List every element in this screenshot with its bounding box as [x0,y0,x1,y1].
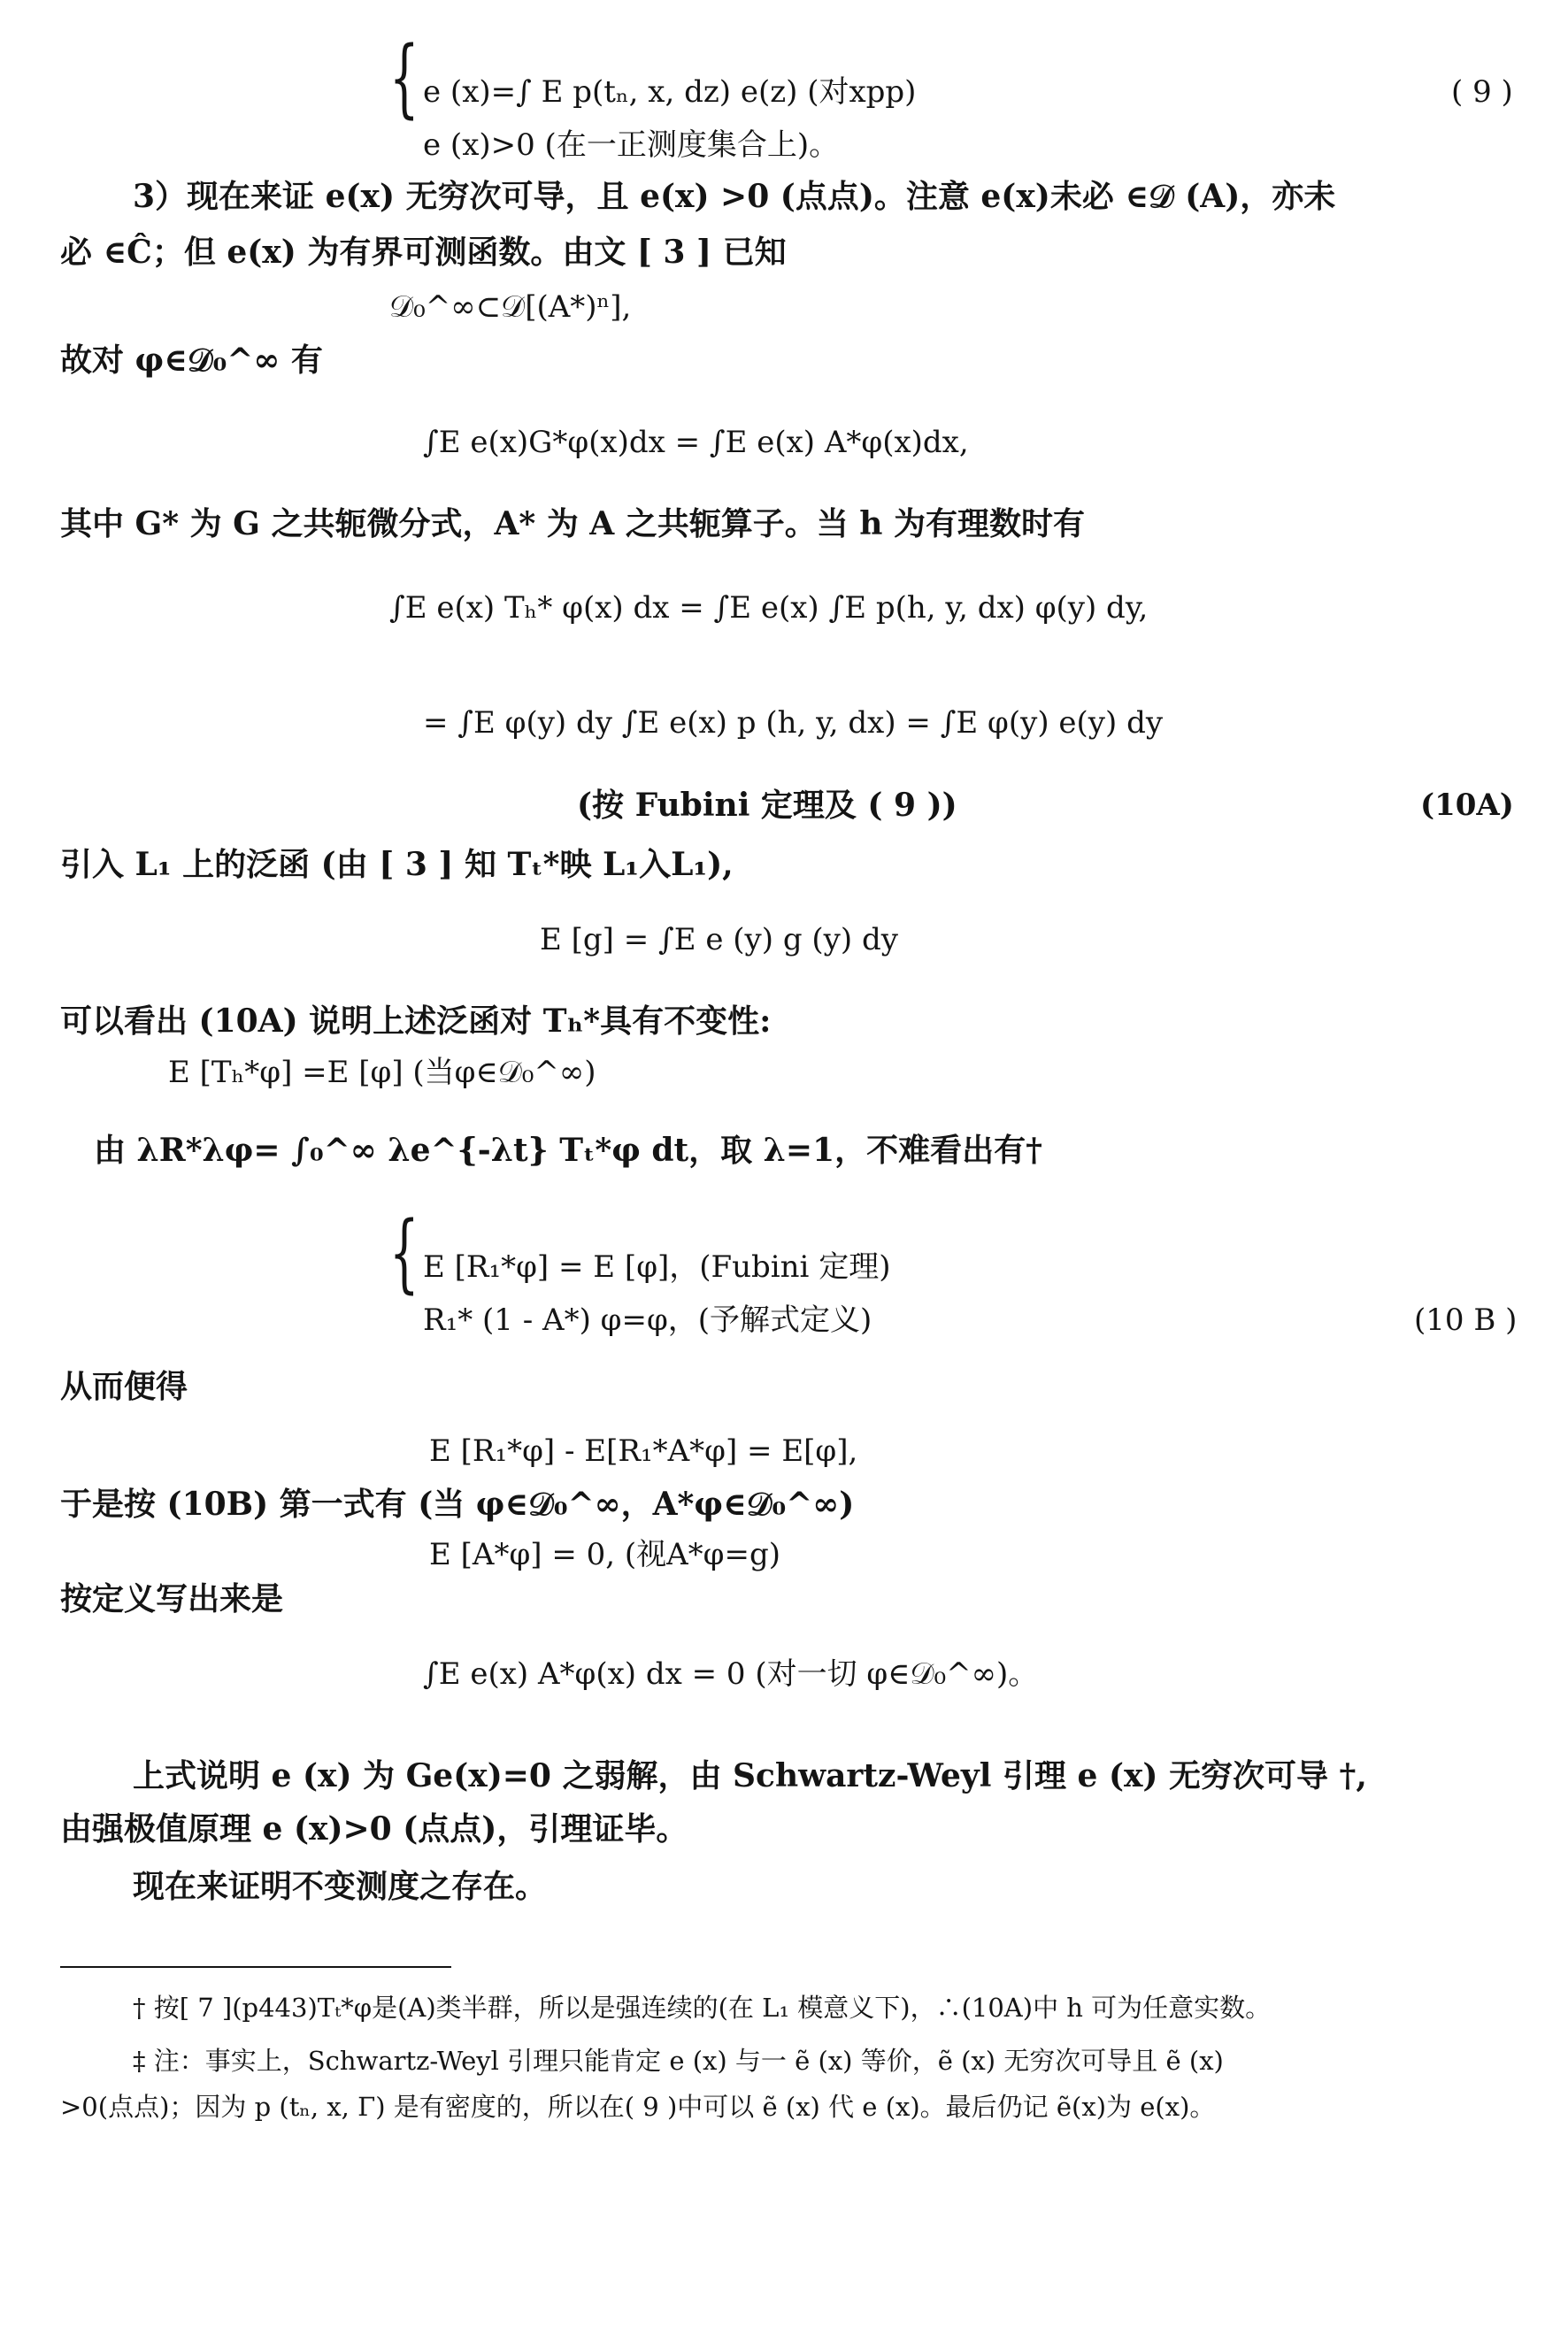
eq10a-line1: ∫E e(x) Tₕ* φ(x) dx = ∫E e(x) ∫E p(h, y, dx) φ(y) dy, [389,590,1149,626]
conclusion-line1: 上式说明 e (x) 为 Ge(x)=0 之弱解，由 Schwartz-Weyl 引理 e (x) 无穷次可导 †, [133,1757,1367,1794]
eq10b-tag: (10 B ) [1414,1302,1518,1338]
eq10b-line2: R₁* (1 - A*) φ=φ，(予解式定义) [423,1302,872,1338]
para3-line3: 故对 φ∈𝒟₀^∞ 有 [60,342,323,379]
conclusion-line3: 现在来证明不变测度之存在。 [133,1868,548,1905]
left-brace-icon: { [389,28,419,127]
footnote-1: † 按[ 7 ](p443)Tₜ*φ是(A)类半群，所以是强连续的(在 L₁ 模意义下)，∴(10A)中 h 可为任意实数。 [133,1993,1272,2023]
eq9-line1: e (x)=∫ E p(tₙ, x, dz) e(z) (对xpp) [423,74,917,110]
eq-weak: ∫E e(x) A*φ(x) dx = 0 (对一切 φ∈𝒟₀^∞)。 [423,1656,1039,1692]
eq9-tag: ( 9 ) [1451,74,1513,110]
para3-line1: 3）现在来证 e(x) 无穷次可导，且 e(x) >0 (点点)。注意 e(x)未必 ∈𝒟 (A)，亦未 [133,178,1336,215]
footnote-2-line2: >0(点点)；因为 p (tₙ, x, Γ) 是有密度的，所以在( 9 )中可以 ẽ (x) 代 e (x)。最后仍记 ẽ(x)为 e(x)。 [60,2092,1216,2122]
para3-line2: 必 ∈Ĉ；但 e(x) 为有界可测函数。由文 [ 3 ] 已知 [60,234,787,271]
invariance-eq: E [Tₕ*φ] =E [φ] (当φ∈𝒟₀^∞) [168,1055,596,1090]
left-brace-icon: { [389,1203,419,1302]
resolvent-text: 由 λR*λφ= ∫₀^∞ λe^{-λt} Tₜ*φ dt，取 λ=1，不难看出有† [94,1132,1042,1169]
eq10a-note: (按 Fubini 定理及 ( 9 )) [577,787,957,824]
eq10b-line1: E [R₁*φ] = E [φ]，(Fubini 定理) [423,1249,891,1285]
inclusion-formula: 𝒟₀^∞⊂𝒟[(A*)ⁿ], [389,289,632,325]
by-definition-text: 按定义写出来是 [60,1580,284,1617]
eq-conjugate: ∫E e(x)G*φ(x)dx = ∫E e(x) A*φ(x)dx, [423,425,969,460]
eq-zero: E [A*φ] = 0, (视A*φ=g) [429,1537,781,1572]
intro-functional: 引入 L₁ 上的泛函 (由 [ 3 ] 知 Tₜ*映 L₁入L₁), [60,846,734,883]
eq-functional: E [g] = ∫E e (y) g (y) dy [540,922,898,957]
invariance-text: 可以看出 (10A) 说明上述泛函对 Tₕ*具有不变性: [60,1003,772,1040]
footnote-rule [60,1966,451,1968]
eq9-line2: e (x)>0 (在一正测度集合上)。 [423,127,840,163]
footnote-2-line1: ‡ 注：事实上，Schwartz-Weyl 引理只能肯定 e (x) 与一 ẽ (x) 等价，ẽ (x) 无穷次可导且 ẽ (x) [133,2046,1224,2076]
conclusion-line2: 由强极值原理 e (x)>0 (点点)，引理证毕。 [60,1810,688,1848]
conjugate-text: 其中 G* 为 G 之共轭微分式，A* 为 A 之共轭算子。当 h 为有理数时有 [60,505,1085,542]
eq-difference: E [R₁*φ] - E[R₁*A*φ] = E[φ], [429,1433,858,1469]
thus-text: 从而便得 [60,1368,188,1405]
by10b-text: 于是按 (10B) 第一式有 (当 φ∈𝒟₀^∞，A*φ∈𝒟₀^∞) [60,1486,855,1523]
eq10a-tag: (10A) [1420,788,1514,823]
eq10a-line2: = ∫E φ(y) dy ∫E e(x) p (h, y, dx) = ∫E φ(y) e(y) dy [423,705,1164,741]
